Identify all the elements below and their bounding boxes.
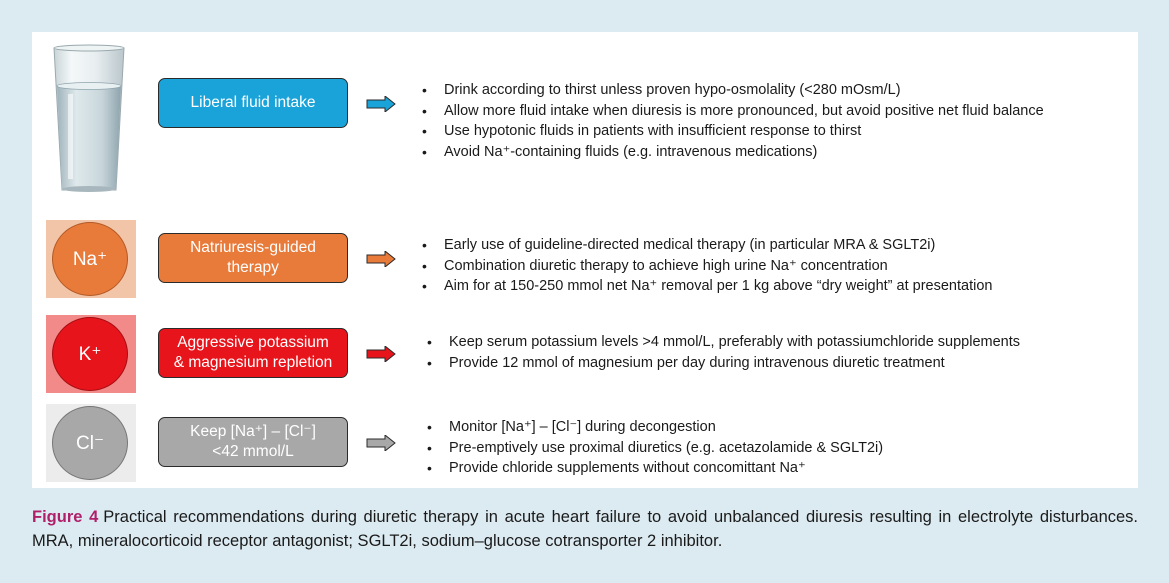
sodium-circle-icon: Na⁺ [52,222,128,296]
arrow-right-icon [366,346,396,362]
list-item: • Avoid Na⁺-containing fluids (e.g. intravenous medications) [422,142,1044,163]
arrow-right-icon [366,435,396,451]
chloride-bullet-list [427,417,883,479]
list-item: • Use hypotonic fluids in patients with insufficient response to thirst [422,121,1044,142]
na-cl-difference-box: Keep [Na⁺] – [Cl⁻] <42 mmol/L [158,417,348,467]
water-glass-icon [52,44,126,194]
row-sodium [32,218,1138,302]
list-item: • Keep serum potassium levels >4 mmol/L, preferably with potassiumchloride supplements [427,332,1020,353]
diagram-panel [32,32,1138,488]
list-item: • Provide chloride supplements without concomittant Na⁺ [427,458,883,479]
potassium-bullet-list [427,332,1020,373]
sodium-tile [46,220,136,298]
potassium-tile [46,315,136,393]
list-item: • Pre-emptively use proximal diuretics (e.g. acetazolamide & SGLT2i) [427,438,883,459]
list-item: • Drink according to thirst unless proven hypo-osmolality (<280 mOsm/L) [422,80,1044,101]
figure-caption [32,505,1138,553]
list-item: • Aim for at 150-250 mmol net Na⁺ removal per 1 kg above “dry weight” at presentation [422,276,992,297]
list-item: • Combination diuretic therapy to achieve high urine Na⁺ concentration [422,256,992,277]
arrow-right-icon [366,96,396,112]
potassium-circle-icon: K⁺ [52,317,128,391]
caption-text: Practical recommendations during diuretic therapy in acute heart failure to avoid unbalanced diuresis resulting in electrolyte disturbances. MRA, mineralocorticoid receptor antagonist; SGLT2i, sodium–glucose cotransporter 2 inhibitor. [32,508,1139,550]
arrow-right-icon [366,251,396,267]
sodium-bullet-list [422,235,992,297]
list-item: • Allow more fluid intake when diuresis is more pronounced, but avoid positive net fluid balance [422,101,1044,122]
list-item: • Provide 12 mmol of magnesium per day during intravenous diuretic treatment [427,353,1020,374]
fluid-bullet-list [422,80,1044,162]
figure-label: Figure 4 [32,508,99,526]
row-fluid [32,32,1138,192]
list-item: • Early use of guideline-directed medical therapy (in particular MRA & SGLT2i) [422,235,992,256]
chloride-circle-icon: Cl⁻ [52,406,128,480]
potassium-magnesium-box: Aggressive potassium & magnesium repletion [158,328,348,378]
chloride-tile [46,404,136,482]
list-item: • Monitor [Na⁺] – [Cl⁻] during decongestion [427,417,883,438]
fluid-intake-box: Liberal fluid intake [158,78,348,128]
row-potassium [32,313,1138,393]
row-chloride [32,404,1138,484]
natriuresis-box: Natriuresis-guided therapy [158,233,348,283]
